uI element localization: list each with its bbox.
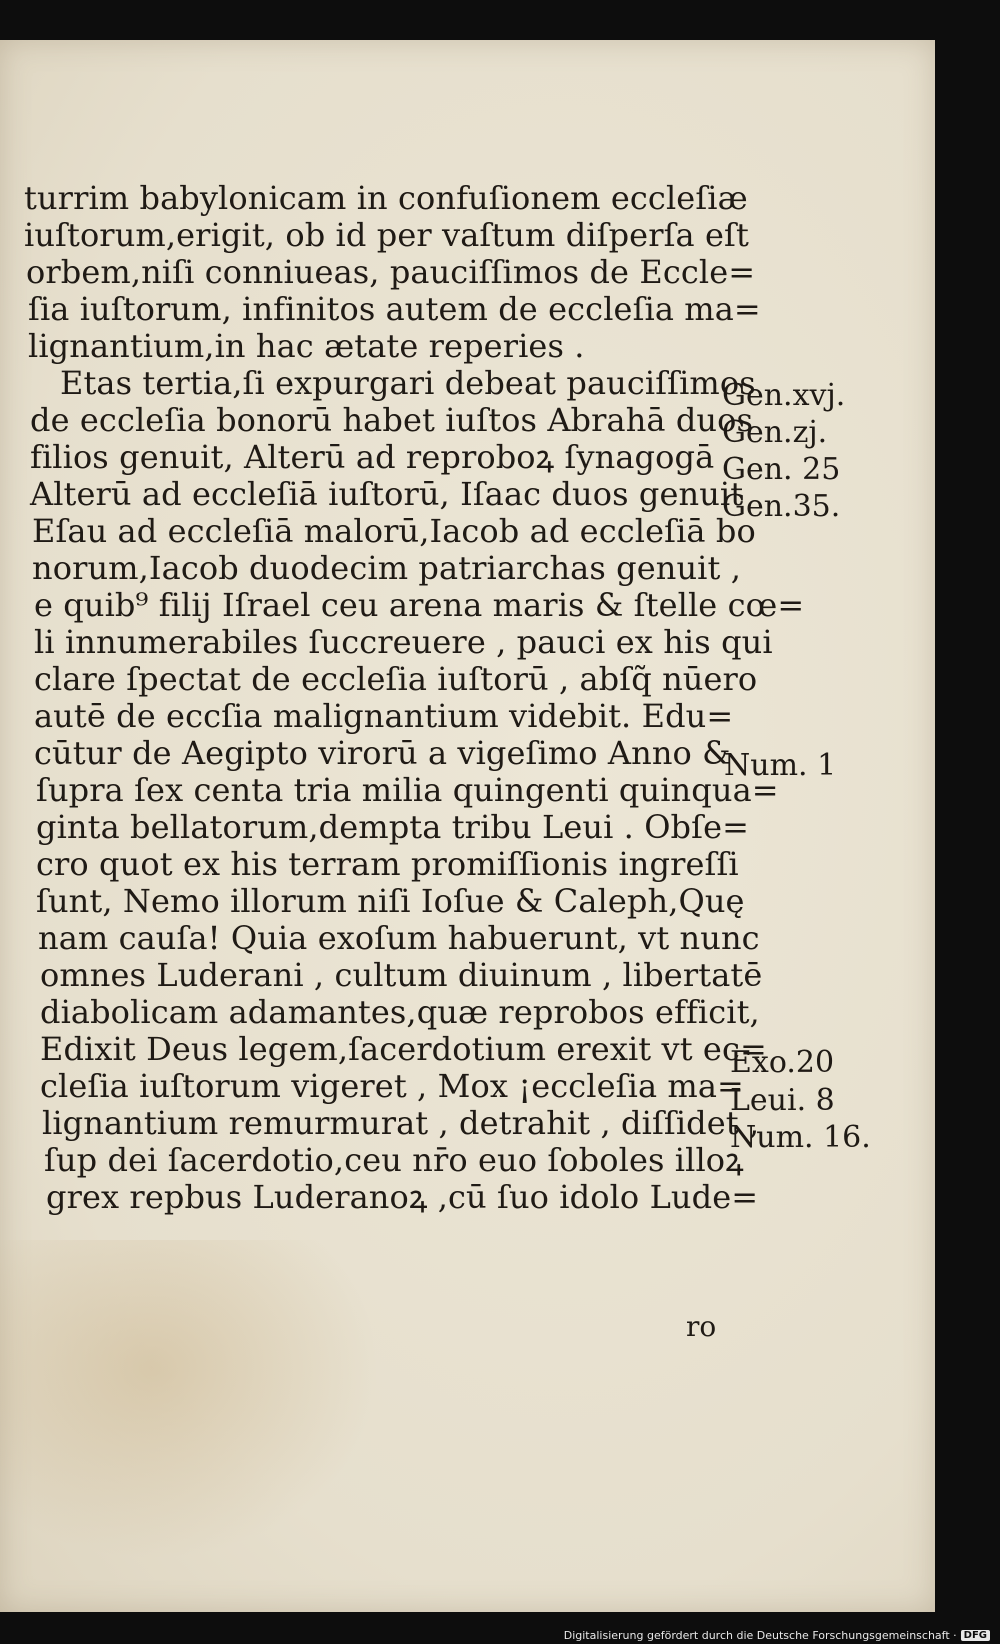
text-line: Edixit Deus legem,ſacerdotium erexit vt ec= [40, 1030, 767, 1068]
text-line: Etas tertia,ſi expurgari debeat pauciſſimos [60, 364, 756, 402]
margin-note: Leui. 8 [730, 1083, 835, 1118]
margin-note: Num. 1 [724, 748, 837, 783]
text-line: ſupra ſex centa tria milia quingenti quinqua= [36, 771, 779, 809]
margin-note: Gen.35. [722, 489, 841, 524]
text-line: cleſia iuſtorum vigeret , Mox ¡eccleſia ma= [40, 1067, 744, 1105]
text-line: iuſtorum,erigit, ob id per vaſtum diſperſa eſt [24, 216, 749, 254]
text-line: norum,Iacob duodecim patriarchas genuit , [32, 549, 742, 587]
margin-note: Num. 16. [730, 1120, 871, 1155]
paper-stain [0, 1240, 380, 1560]
folio-number: ro [686, 1310, 717, 1343]
text-line: lignantium,in hac ætate reperies . [28, 327, 585, 365]
text-line: li innumerabiles ſuccreuere , pauci ex his qui [34, 623, 773, 661]
text-line: autē de eccſia malignantium videbit. Edu= [34, 697, 734, 735]
funding-text: Digitalisierung gefördert durch die Deutsche Forschungsgemeinschaft · [563, 1629, 957, 1642]
text-line: cro quot ex his terram promiſſionis ingreſſi [36, 845, 739, 883]
funding-credit [564, 1629, 990, 1642]
text-line: lignantium remurmurat , detrahit , diſſidet , [42, 1104, 760, 1142]
text-line: Alterū ad eccleſiā iuſtorū, Iſaac duos genuit [30, 475, 744, 513]
text-line: ſunt, Nemo illorum niſi Ioſue & Caleph,Quę [36, 882, 745, 920]
text-line: turrim babylonicam in confuſionem eccleſiæ [24, 179, 748, 217]
text-line: clare ſpectat de eccleſia iuſtorū , abſq̃ nūero [34, 660, 758, 698]
margin-note: Gen. 25 [722, 452, 841, 487]
text-line: filios genuit, Alterū ad reproboꝝ ſynagogā [30, 438, 715, 476]
text-line: omnes Luderani , cultum diuinum , libertatē [40, 956, 763, 994]
text-line: ſia iuſtorum, infinitos autem de eccleſia ma= [28, 290, 761, 328]
text-line: e quib⁹ filij Iſrael ceu arena maris & ſtelle cœ= [34, 586, 805, 624]
margin-note: Gen.xvj. [722, 378, 846, 413]
book-page [0, 40, 935, 1612]
text-line: nam cauſa! Quia exoſum habuerunt, vt nunc [38, 919, 760, 957]
text-line: Eſau ad eccleſiā malorū,Iacob ad eccleſiā bo [32, 512, 756, 550]
text-line: grex repbus Luderanoꝝ ,cū ſuo idolo Lude= [46, 1178, 759, 1216]
text-line: ſup dei ſacerdotio,ceu nr̄o euo ſoboles illoꝝ [44, 1141, 744, 1179]
margin-note: Exo.20 [730, 1045, 835, 1080]
dfg-logo-icon: DFG [961, 1630, 990, 1641]
text-line: cūtur de Aegipto virorū a vigeſimo Anno & [34, 734, 731, 772]
text-line: ginta bellatorum,dempta tribu Leui . Obſe= [36, 808, 750, 846]
text-line: de eccleſia bonorū habet iuſtos Abrahā duos [30, 401, 754, 439]
text-line: orbem,niſi conniueas, pauciſſimos de Eccle= [26, 253, 756, 291]
margin-note: Gen.zj. [722, 415, 828, 450]
text-line: diabolicam adamantes,quæ reprobos efficit, [40, 993, 760, 1031]
